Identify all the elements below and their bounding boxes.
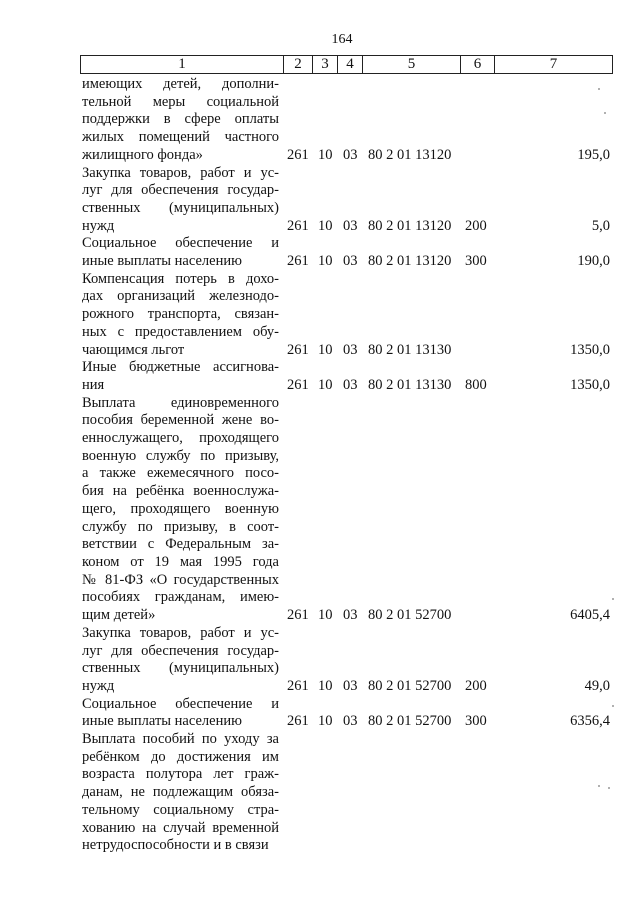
table-row <box>0 359 640 394</box>
row-description <box>82 625 279 696</box>
description-line: поддержки в сфере оплаты <box>82 111 279 128</box>
cell-col-7: 195,0 <box>577 146 610 163</box>
cell-col-6: 300 <box>465 253 487 270</box>
cell-col-6: 300 <box>465 713 487 730</box>
cell-col-3: 10 <box>318 607 333 624</box>
description-line: Компенсация потерь в дохо- <box>82 270 279 287</box>
cell-col-2: 261 <box>287 217 309 234</box>
cell-col-5: 80 2 01 13120 <box>368 217 452 234</box>
column-header-5: 5 <box>363 56 461 74</box>
description-line: Выплата единовременного <box>82 394 279 411</box>
row-description <box>82 165 279 236</box>
description-line: тельному социальному стра- <box>82 801 279 818</box>
table-row <box>0 76 640 165</box>
description-line: коном от 19 мая 1995 года <box>82 553 279 570</box>
description-line: Закупка товаров, работ и ус- <box>82 624 279 641</box>
description-line: ветствии с Федеральным за- <box>82 536 279 553</box>
cell-col-2: 261 <box>287 146 309 163</box>
cell-col-4: 03 <box>343 677 358 694</box>
cell-col-4: 03 <box>343 253 358 270</box>
cell-col-7: 5,0 <box>591 217 610 234</box>
description-line: № 81-ФЗ «О государственных <box>82 571 279 588</box>
description-line: ственных (муниципальных) <box>82 199 279 216</box>
column-header-table <box>80 55 613 74</box>
scan-speck <box>604 112 606 114</box>
description-line: Социальное обеспечение и <box>82 235 279 252</box>
description-line: жилых помещений частного <box>82 129 279 146</box>
row-description <box>82 76 279 165</box>
table-row <box>0 395 640 625</box>
row-description <box>82 235 279 270</box>
cell-col-2: 261 <box>287 607 309 624</box>
scan-speck <box>598 785 600 787</box>
row-description <box>82 731 279 855</box>
cell-col-4: 03 <box>343 341 358 358</box>
description-line: луг для обеспечения государ- <box>82 642 279 659</box>
cell-col-5: 80 2 01 52700 <box>368 607 452 624</box>
column-header-6: 6 <box>461 56 495 74</box>
description-line: чающимся льгот <box>82 341 185 358</box>
description-line: нужд <box>82 677 115 694</box>
description-line: нетрудоспособности и в связи <box>82 837 269 854</box>
description-line: Выплата пособий по уходу за <box>82 731 279 748</box>
description-line: еннослужащего, проходящего <box>82 430 279 447</box>
description-line: щим детей» <box>82 607 156 624</box>
description-line: пособия беременной жене во- <box>82 412 279 429</box>
description-line: щего, проходящего военную <box>82 500 279 517</box>
cell-col-4: 03 <box>343 376 358 393</box>
cell-col-4: 03 <box>343 217 358 234</box>
page-number: 164 <box>331 32 353 47</box>
description-line: имеющих детей, дополни- <box>82 76 279 92</box>
table-row <box>0 271 640 360</box>
cell-col-3: 10 <box>318 217 333 234</box>
cell-col-2: 261 <box>287 253 309 270</box>
description-line: жилищного фонда» <box>82 146 203 163</box>
scan-speck <box>612 705 614 707</box>
cell-col-7: 6356,4 <box>570 713 610 730</box>
column-header-3: 3 <box>313 56 338 74</box>
cell-col-3: 10 <box>318 341 333 358</box>
column-header-4: 4 <box>338 56 363 74</box>
table-row <box>0 625 640 696</box>
description-line: Социальное обеспечение и <box>82 695 279 712</box>
description-line: Закупка товаров, работ и ус- <box>82 164 279 181</box>
scan-speck <box>608 787 610 789</box>
cell-col-5: 80 2 01 52700 <box>368 713 452 730</box>
description-line: нужд <box>82 217 115 234</box>
description-line: военную службу по призыву, <box>82 447 279 464</box>
cell-col-5: 80 2 01 13130 <box>368 376 452 393</box>
description-line: Иные бюджетные ассигнова- <box>82 359 279 376</box>
cell-col-3: 10 <box>318 677 333 694</box>
cell-col-5: 80 2 01 13120 <box>368 253 452 270</box>
row-description <box>82 395 279 625</box>
description-line: данам, не подлежащим обяза- <box>82 784 279 801</box>
description-line: рожного транспорта, связан- <box>82 306 279 323</box>
description-line: ребёнком до достижения им <box>82 748 279 765</box>
cell-col-7: 1350,0 <box>570 376 610 393</box>
budget-table-body <box>0 76 640 855</box>
description-line: луг для обеспечения государ- <box>82 182 279 199</box>
cell-col-7: 190,0 <box>577 253 610 270</box>
table-row <box>0 235 640 270</box>
cell-col-4: 03 <box>343 146 358 163</box>
table-row <box>0 165 640 236</box>
cell-col-3: 10 <box>318 253 333 270</box>
cell-col-6: 200 <box>465 677 487 694</box>
column-header-1: 1 <box>81 56 284 74</box>
cell-col-3: 10 <box>318 713 333 730</box>
scan-speck <box>612 598 614 600</box>
description-line: хованию на случай временной <box>82 819 279 836</box>
cell-col-6: 800 <box>465 376 487 393</box>
description-line: иные выплаты населению <box>82 713 242 730</box>
cell-col-5: 80 2 01 13130 <box>368 341 452 358</box>
description-line: а также ежемесячного посо- <box>82 465 279 482</box>
column-header-7: 7 <box>495 56 613 74</box>
cell-col-2: 261 <box>287 341 309 358</box>
table-row <box>0 731 640 855</box>
description-line: дах организаций железнодо- <box>82 288 279 305</box>
description-line: бия на ребёнка военнослужа- <box>82 483 279 500</box>
description-line: службу по призыву, в соот- <box>82 518 279 535</box>
description-line: пособиях гражданам, имею- <box>82 589 279 606</box>
row-description <box>82 359 279 394</box>
description-line: иные выплаты населению <box>82 253 242 270</box>
cell-col-5: 80 2 01 13120 <box>368 146 452 163</box>
cell-col-2: 261 <box>287 677 309 694</box>
cell-col-7: 1350,0 <box>570 341 610 358</box>
cell-col-7: 49,0 <box>584 677 610 694</box>
description-line: ственных (муниципальных) <box>82 660 279 677</box>
cell-col-6: 200 <box>465 217 487 234</box>
description-line: ных с предоставлением обу- <box>82 323 279 340</box>
description-line: тельной меры социальной <box>82 93 279 110</box>
cell-col-3: 10 <box>318 376 333 393</box>
row-description <box>82 696 279 731</box>
cell-col-4: 03 <box>343 713 358 730</box>
cell-col-5: 80 2 01 52700 <box>368 677 452 694</box>
scan-speck <box>598 88 600 90</box>
cell-col-3: 10 <box>318 146 333 163</box>
description-line: ния <box>82 376 105 393</box>
cell-col-2: 261 <box>287 376 309 393</box>
row-description <box>82 271 279 360</box>
cell-col-7: 6405,4 <box>570 607 610 624</box>
column-header-2: 2 <box>284 56 313 74</box>
cell-col-2: 261 <box>287 713 309 730</box>
cell-col-4: 03 <box>343 607 358 624</box>
table-row <box>0 696 640 731</box>
description-line: возраста полутора лет граж- <box>82 766 279 783</box>
